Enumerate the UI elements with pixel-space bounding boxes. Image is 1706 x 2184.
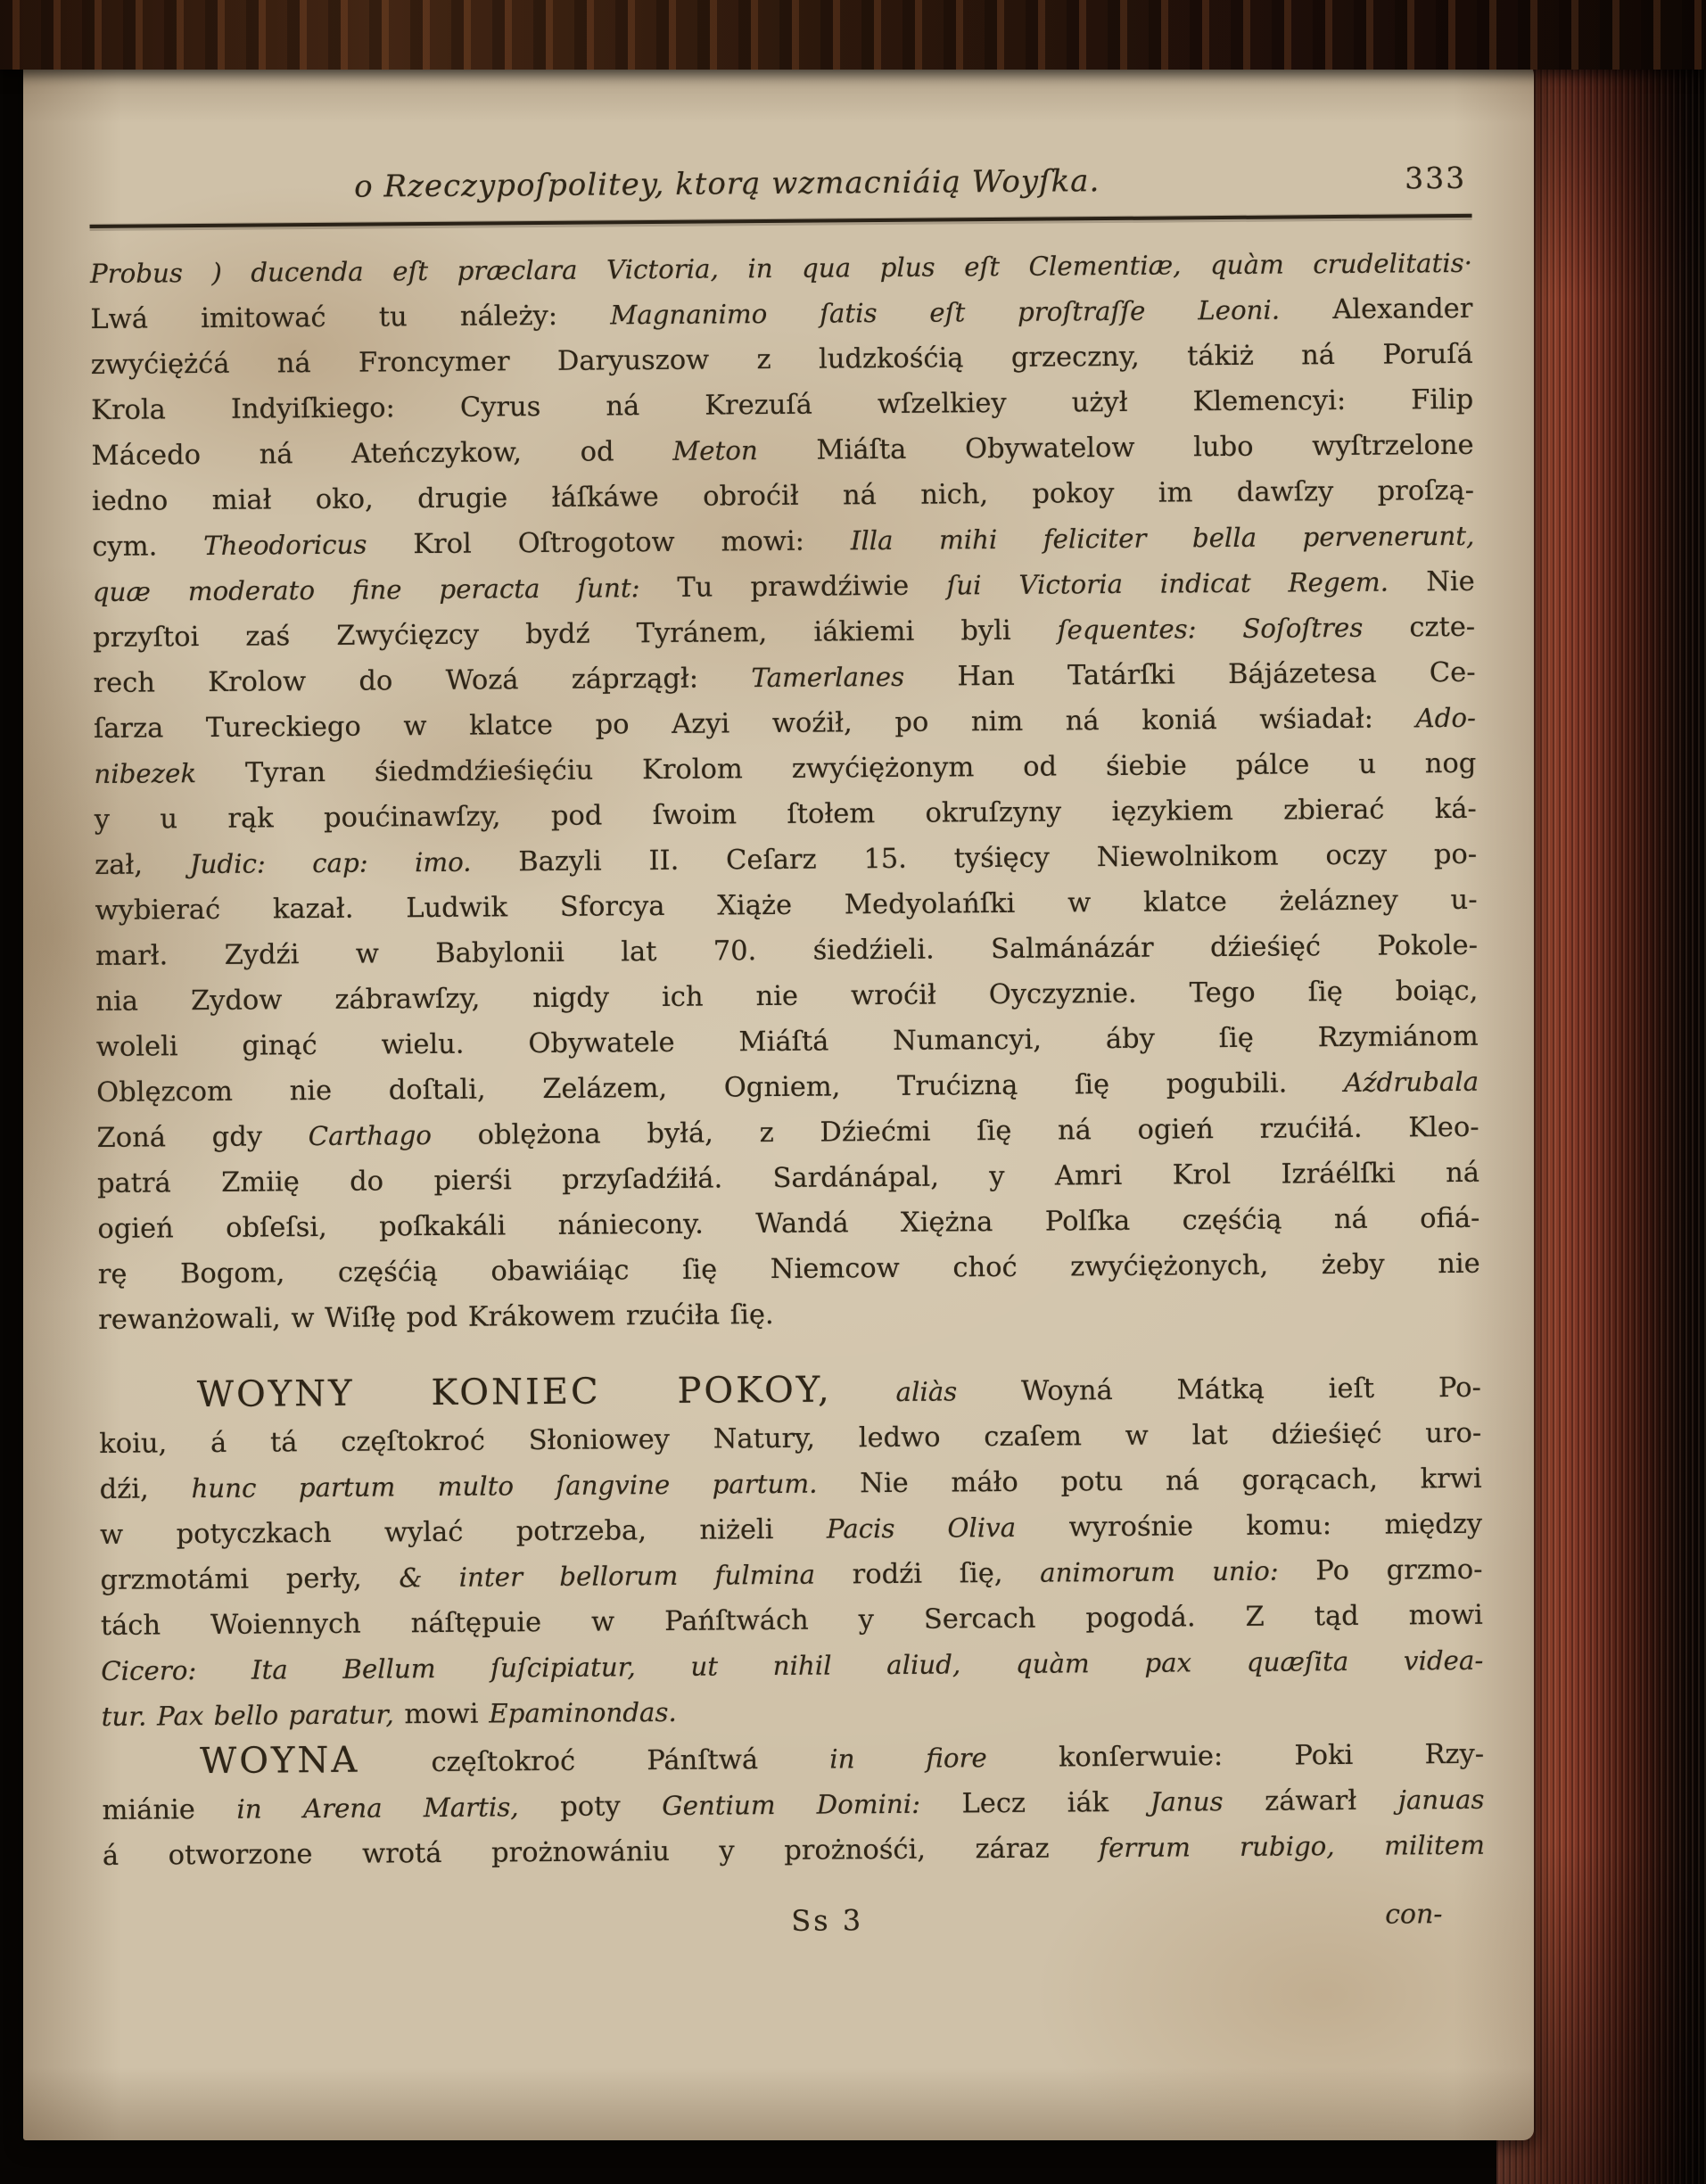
italic-text: januas [1397,1784,1485,1816]
roman-text: w potyczkach wylać potrzeba, niżeli [99,1513,828,1551]
book-page [23,61,1534,2140]
page-body [90,241,1485,1879]
roman-text: oblężona byłá, z Dźiećmi ſię ná ogień rzućiłá. Kleo- [431,1111,1479,1152]
italic-text: animorum unio: [1040,1555,1279,1588]
roman-text [832,1377,896,1409]
italic-text: Meton [672,435,758,466]
roman-text: wybierać kazał. Ludwik Sforcya Xiąże Medyolańſki w klatce żelázney u- [95,884,1478,927]
italic-text: Illa mihi feliciter bella pervenerunt, [850,520,1475,556]
roman-text: wyrośnie komu: między [1016,1508,1483,1544]
signature-mark: Ss 3 [791,1903,864,1938]
roman-text: Woyná Mátką ieſt Po- [957,1372,1481,1408]
roman-text: woleli ginąć wielu. Obywatele Miáſtá Numancyi, áby ſię Rzymiánom [95,1020,1479,1063]
roman-text: Nie [1388,565,1475,598]
roman-text: y u rąk poućinawſzy, pod ſwoim ſtołem okruſzyny ięzykiem zbierać ká- [94,793,1477,836]
italic-text: Cicero: Ita Bellum ſuſcipiatur, ut nihil aliud, quàm pax quæſita videa- [101,1644,1484,1686]
italic-text: in fiore [829,1743,987,1775]
roman-text: patrá Zmiię do pierśi przyſadźiłá. Sardánápal, y Amri Krol Izráélſki ná [96,1157,1480,1199]
italic-text: Magnanimo ſatis eſt proſtraſſe Leoni. [610,294,1281,331]
italic-text: ſui Victoria indicat Regem. [946,566,1389,601]
page-number: 333 [1405,160,1467,196]
catchword: con- [1385,1899,1443,1931]
italic-text: Ado- [1415,702,1477,734]
roman-text: záwarł [1223,1784,1398,1818]
text-line [103,1823,1485,1879]
paragraph [102,1729,1485,1879]
paragraph [99,1363,1484,1740]
roman-text: częſtokroć Pánſtwá [359,1743,830,1779]
roman-text: ogień obſeſsi, poſkakáli nániecony. Wandá Xiężna Polſka częśćią ná ofiá- [97,1202,1480,1245]
roman-text: Nie máło potu ná gorącach, krwi [817,1463,1482,1500]
printed-area [89,150,1486,1966]
page-footer [103,1899,1485,1966]
caps-text: WOYNY KONIEC POKOY, [196,1369,832,1416]
roman-text: Lwá imitować tu náleży: [90,300,611,335]
italic-text: hunc partum multo ſangvine partum. [191,1468,818,1504]
italic-text: Gentium Domini: [662,1788,921,1822]
roman-text: grzmotámi perły, [100,1562,400,1596]
roman-text: przyſtoi zaś Zwyćięzcy bydź Tyránem, iákiemi byli [93,614,1058,654]
roman-text: ſarza Tureckiego w klatce po Azyi woźił, po nim ná koniá wśiadał: [93,703,1416,745]
text-line [98,1287,1480,1343]
italic-text: Janus [1150,1786,1224,1817]
italic-text: aliàs [895,1376,958,1407]
roman-text: dźi, [99,1473,192,1505]
italic-text: Theodoricus [203,529,367,562]
roman-text: Miáſta Obywatelow lubo wyſtrzelone [757,429,1474,467]
italic-text: in Arena Martis, [236,1792,519,1825]
roman-text: Mácedo ná Ateńczykow, od [91,435,673,472]
roman-text: Krola Indyiſkiego: Cyrus ná Krezuſá wſzelkiey użył Klemencyi: Filip [91,383,1474,426]
roman-text: Zoná gdy [96,1121,309,1154]
roman-text: Lecz iák [919,1786,1150,1820]
roman-text: á otworzone wrotá prożnowániu y prożnośći, záraz [102,1833,1100,1872]
italic-text: Pacis Oliva [826,1512,1017,1545]
roman-text: rodźi ſię, [814,1557,1041,1591]
italic-text: Tamerlanes [751,661,905,694]
roman-text: cym. [92,531,204,563]
italic-text: Pax bello paratur, [156,1699,394,1732]
italic-text: Carthago [308,1120,433,1152]
roman-text: czte- [1363,611,1476,644]
roman-text: Tu prawdźiwie [677,570,947,604]
roman-text: rę Bogom, częśćią obawiáiąc ſię Niemcow choć zwyćiężonych, żeby nie [97,1248,1480,1290]
roman-text: tách Woiennych náſtępuie w Pańſtwách y Sercach pogodá. Z tąd mowi [100,1599,1483,1642]
roman-text: Alexander [1279,293,1473,326]
roman-text: Oblęzcom nie doſtali, Zelázem, Ogniem, Trućizną ſię pogubili. [96,1067,1345,1108]
wooden-shelf-edge [0,0,1706,70]
italic-text: Probus ) ducenda eſt præclara Victoria, in qua plus eſt Clementiæ, quàm crudelitatis· [89,247,1473,289]
roman-text: Tyran śiedmdźieśięćiu Krolom zwyćiężonym od śiebie pálce u nog [196,747,1477,790]
caps-text: WOYNA [199,1739,360,1783]
roman-text: Po grzmo- [1278,1554,1483,1587]
roman-text: zwyćiężćá ná Froncymer Daryuszow z ludzkośćią grzeczny, tákiż ná Poruſá [90,338,1473,381]
roman-text: rech Krolow do Wozá záprzągł: [93,663,752,699]
roman-text: konſerwuie: Poki Rzy- [986,1738,1485,1775]
running-head [89,150,1472,225]
roman-text [1335,1831,1385,1862]
italic-text: militem [1384,1829,1486,1861]
italic-text: ferrum rubigo, [1099,1831,1335,1864]
roman-text: Krol Oſtrogotow mowi: [367,525,851,561]
roman-text: poty [518,1791,663,1824]
italic-text: Epaminondas. [489,1696,677,1729]
roman-text: marł. Zydźi w Babylonii lat 70. śiedźieli. Salmánázár dźieśięć Pokole- [95,929,1479,972]
italic-text: Aźdrubala [1343,1066,1479,1098]
running-title: o Rzeczypoſpolitey, ktorą wzmacniáią Woyſka. [353,163,1100,205]
roman-text: Bazyli II. Ceſarz 15. tyśięcy Niewolnikom oczy po- [471,838,1478,878]
italic-text: tur. [101,1701,147,1732]
roman-text: mowi [393,1698,490,1731]
roman-text: rewanżowali, w Wiſłę pod Krákowem rzućiła ſię. [98,1299,774,1336]
italic-text: Judic: cap: imo. [189,846,472,880]
roman-text: koiu, á tá częſtokroć Słoniowey Natury, ledwo czaſem w lat dźieśięć uro- [99,1417,1482,1460]
italic-text: quæ moderato fine peracta ſunt: [92,572,678,607]
roman-text: zał, [95,849,190,881]
roman-text: Han Tatárſki Bájázetesa Ce- [903,656,1476,693]
roman-text [146,1701,157,1732]
italic-text: nibezek [94,758,197,789]
roman-text: nia Zydow zábrawſzy, nigdy ich nie wroćił Oyczyznie. Tego ſię boiąc, [95,975,1479,1018]
roman-text: iedno miał oko, drugie łáſkáwe obroćił ná nich, pokoy im dawſzy proſzą- [91,474,1475,517]
italic-text: ſequentes: Soſoſtres [1057,612,1364,646]
italic-text: & inter bellorum fulmina [399,1559,816,1594]
paragraph [90,241,1481,1343]
roman-text: miánie [102,1793,237,1826]
